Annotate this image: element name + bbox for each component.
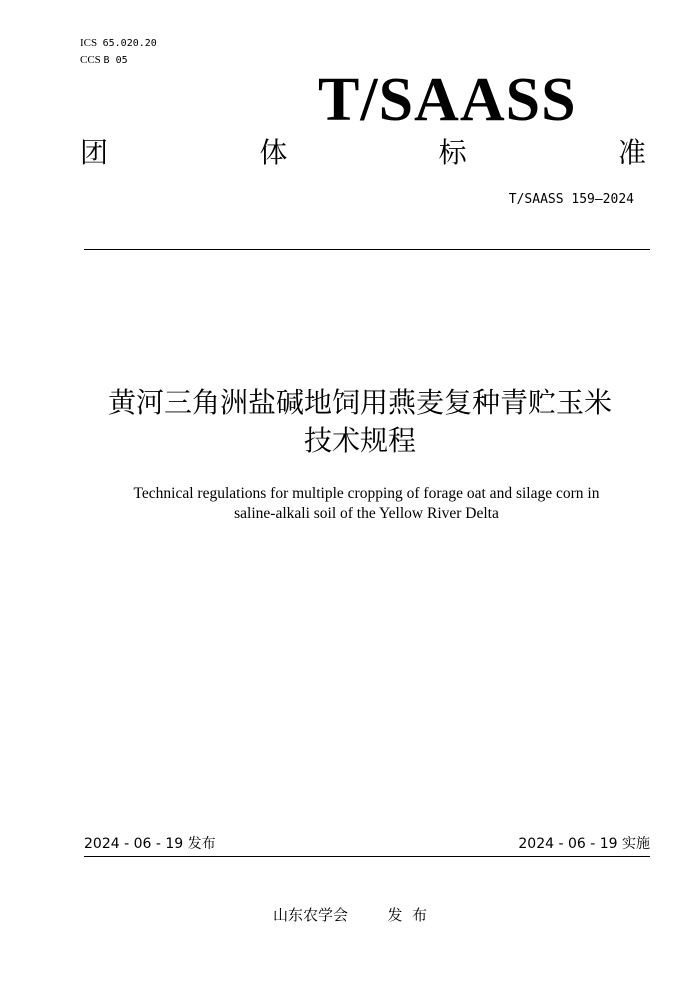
issuer xyxy=(0,904,700,925)
standard-type-char: 准 xyxy=(617,136,646,169)
standard-type-char: 团 xyxy=(80,136,109,169)
ics-value: 65.020.20 xyxy=(102,38,157,49)
ics-code xyxy=(80,36,157,51)
ccs-label: CCS xyxy=(80,54,101,66)
title-en-line: Technical regulations for multiple cropping of forage oat and silage corn in xyxy=(133,485,600,502)
standard-number: T/SAASS 159—2024 xyxy=(508,192,634,207)
header-divider xyxy=(84,249,650,250)
standard-type xyxy=(80,136,646,170)
document-title-en xyxy=(80,484,653,524)
publish-date: 2024 - 06 - 19 发布 xyxy=(84,836,216,852)
standard-brand-logo: T/SAASS xyxy=(318,66,577,134)
footer-divider xyxy=(84,856,650,857)
title-zh-line: 黄河三角洲盐碱地饲用燕麦复种青贮玉米 xyxy=(107,386,612,419)
implement-date: 2024 - 06 - 19 实施 xyxy=(518,836,650,852)
standard-type-char: 体 xyxy=(259,136,288,169)
document-title-zh xyxy=(60,384,660,460)
issuer-action: 发 布 xyxy=(387,906,428,924)
standard-type-char: 标 xyxy=(438,136,467,169)
ccs-value: B 05 xyxy=(103,55,128,66)
issuer-name: 山东农学会 xyxy=(272,906,348,924)
ccs-code xyxy=(80,53,128,68)
ics-label: ICS xyxy=(80,37,98,49)
title-en-line: saline-alkali soil of the Yellow River Delta xyxy=(234,505,499,522)
title-zh-line: 技术规程 xyxy=(303,424,416,457)
